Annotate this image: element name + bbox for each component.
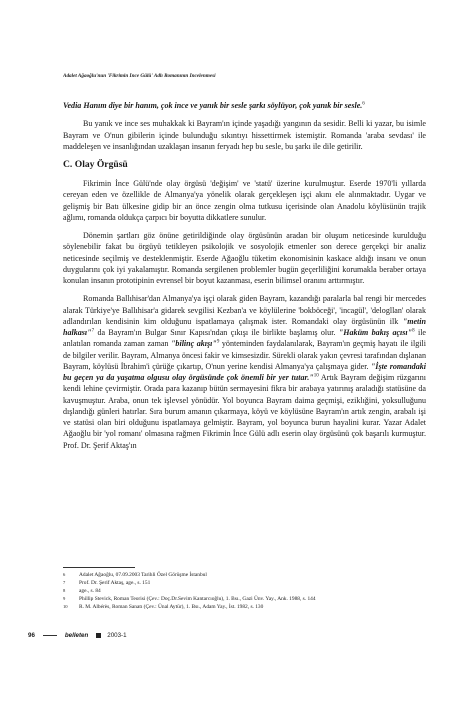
footnote-item — [63, 579, 426, 587]
journal-issue: 2003-1 — [107, 631, 127, 639]
footnotes — [63, 571, 426, 611]
footnote-text: age., s. 84 — [79, 588, 101, 595]
text-run: da Bayram'ın Bulgar Sınır Kapısı'ndan çıkışı ile birlikte başlamış olur. — [94, 328, 339, 337]
emphasis-term: "bilinç akışı" — [170, 339, 217, 349]
lead-quote: Vedia Hanım diye bir hanım, çok ince ve yanık bir sesle şarkı söylüyor, çok yanık bir sesle. — [63, 101, 363, 110]
footnote-ref: 9 — [216, 339, 220, 345]
footnote-number: 9 — [63, 596, 66, 602]
square-bullet-icon — [96, 633, 101, 638]
text-run: Romanda Ballıhisar'dan Almanya'ya işçi olarak giden Bayram, kazandığı paralarla bal rengi bir mercedes alarak Türkiye'ye Ballıhisar'a gidarek sevgilisi Kezban'a ve köylülerine 'bokböceği', 'incagül', 'delogllan' olarak adlandırılan kendisinin kim olduğunu ispatlamaya çalışmak ister. Romandaki olay örgüsünün ilk — [63, 294, 426, 326]
footnote-ref: 7 — [91, 328, 95, 334]
footnote-ref: 6 — [362, 101, 365, 107]
section-heading: C. Olay Örgüsü — [63, 159, 128, 170]
footnote-item — [63, 571, 426, 579]
paragraph-plot-intro: Fikrimin İnce Gülü'nde olay örgüsü 'değişim' ve 'statü' üzerine kurulmuştur. Eserde 1970'li yıllarda cereyan eden ve özellikle de Almanya'ya yönelik olarak gerçekleşen işçi akını ele alınmaktadır. Uygar ve gelişmiş bir Batı ülkesine gidip bir an önce zengin olma tutkusu içerisinde olan Anadolu köylüsünün trajik ağlımı, romanda oldukça çarpıcı bir boyutta dikkatlere sunulur. — [63, 179, 426, 222]
text-run: ile anlatılan romanda zaman zaman — [63, 328, 426, 349]
page-number: 96 — [28, 631, 35, 639]
footnote-number: 10 — [63, 604, 68, 610]
journal-name: belleten — [64, 631, 89, 639]
text-run: yönteminden faydalanılarak, Bayram'ın geçmiş hayatı ile ilgili de bilgiler verilir. Bayram, Almanya öncesi fakir ve kimsesizdir. Sürekli olarak yakın çevresi tarafından dışlanan Bayram, köylüsü İbrahim'i çürüğe çıkartıp, O'nun yerine kendisi Almanya'ya çalışmaya gider. — [63, 339, 427, 371]
running-head: Adalet Ağaoğlu'nun 'Fikrimin İnce Gülü' Adlı Romanının İncelenmesi — [63, 73, 216, 79]
footnote-item — [63, 595, 426, 603]
footnote-number: 6 — [63, 572, 66, 577]
footer-dash — [43, 635, 57, 636]
footnote-item — [63, 603, 426, 611]
text-run: Artık Bayram değişim rüzgarını kendi lehine çevirmiştir. Orada para kazanıp bütün sermayesini fikra bir arabaya yatırınış araladığı statüsüne da kavuşmuştur. Araba, onun tek işlevsel yönüdür. Yol boyunca Bayram daima geçmişi, eziklığini, yoksulluğunu dışlandığı günleri hatırlar. Sıra burum amanın çıkarmaya, köyü ve köylüsüne Bayram'ın artık zengin, arabalı işi ve statüsi olan biri olduğunu ispatlamaya gelmiştir. Bayram, yol boyunca burun hayalini kurar. Yazar Adalet Ağaoğlu bir 'yol romanı' olmasına rağmen Fikrimin İnce Gülü adlı eserin olay örgüsünü çok başarılı kurmuştur. Prof. Dr. Şerif Aktaş'ın — [63, 373, 426, 450]
paragraph-voice: Bu yanık ve ince ses muhakkak ki Bayram'ın içinde yaşadığı yangının da sesidir. Belli ki yazar, bu isimle Bayram ve O'nun gibilerin içinde bulunduğu sıkıntıyı hissettirmek istemiştir. Romanda 'araba sevdası' ile maddeleşen ve insanlığından uzaklaşan insanın feryadı hep bu sesle, bu şarkı ile dile getirilir. — [63, 119, 426, 151]
emphasis-term: "metin halkası" — [63, 316, 426, 337]
paragraph-plot-analysis: Dönemin şartları göz önüne getirildiğinde olay örgüsünün aradan bir oluşum neticesinde kurulduğu söylenebilir fakat bu örgüyü tetikleyen psikolojik ve sosyolojik etmenler son derece gerçekçi bir analiz neticesinde seçilmiş ve desteklenmiştir. Eserde Ağaoğlu tüketim ekonomisinin kaskace aldığı insanı ve onun duygularını çok iyi yakalamıştır. Romanda sergilenen problemler bugün geçerliliğini korumakla beraber ortaya konulan insanın prototipinin evrensel bir boyut kazanması, eserin bilimsel oranını arttırmıştır. — [63, 231, 426, 285]
footnote-divider — [63, 567, 135, 568]
footnote-text: Adalet Ağaoğlu, 07.09.2003 Tarihli Özel Görüşme İstanbul — [79, 572, 207, 578]
footnote-text: Prof. Dr. Şerif Aktaş, age., s. 151 — [79, 580, 151, 587]
lead-quote-paragraph — [63, 100, 426, 111]
footnote-text: Phillip Stevick, Roman Teorisi (Çev.: Doç.Dr.Sevim Kantarcıoğlu), 1. Bsı., Gazi Ünv. Yay., Ank. 1988, s. 144 — [79, 596, 316, 603]
emphasis-term: "Haküm bakış açısı" — [338, 328, 413, 337]
footnote-ref: 8 — [412, 328, 415, 334]
body-text — [63, 100, 426, 458]
paragraph-plot-story — [63, 293, 426, 451]
page-footer — [28, 630, 448, 640]
footnote-number: 8 — [63, 588, 66, 594]
footnote-number: 7 — [63, 580, 66, 586]
footnote-text: R. M. Albérès, Roman Sanatı (Çev.: Ünal Aytür), 1. Bsı., Adam Yay., İst. 1982, s. 130 — [79, 604, 264, 611]
emphasis-quote: "İşte romandaki bu geçen ya da yaşatma olgusu olay örgüsünde çok önemli bir yer tutar." — [63, 361, 426, 382]
footnote-item — [63, 587, 426, 595]
footnote-ref: 10 — [313, 373, 319, 379]
